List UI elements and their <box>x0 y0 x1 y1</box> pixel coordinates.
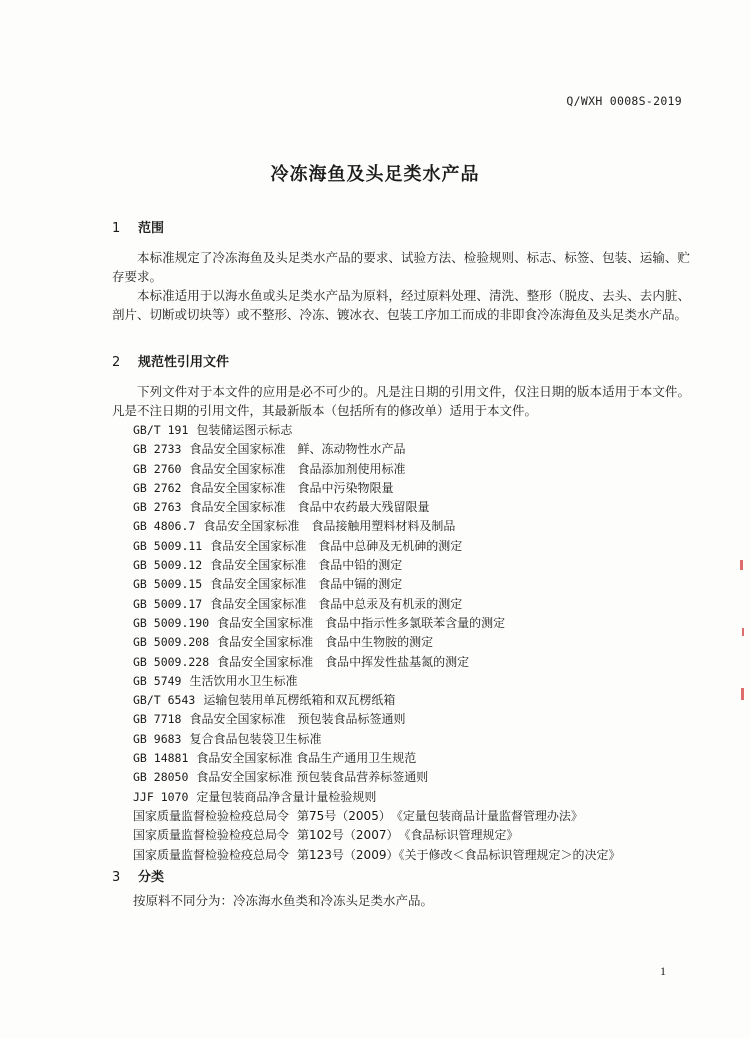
reference-title: 食品安全国家标准 食品生产通用卫生规范 <box>196 751 417 766</box>
reference-code: GB 4806.7 <box>133 519 196 534</box>
reference-item <box>133 807 693 826</box>
reference-item <box>133 614 693 633</box>
reference-item <box>133 768 693 787</box>
reference-title: 食品安全国家标准 预包装食品标签通则 <box>189 712 406 727</box>
reference-item <box>133 479 693 498</box>
document-title: 冷冻海鱼及头足类水产品 <box>270 164 480 185</box>
reference-item <box>133 440 693 459</box>
reference-title: 第102号（2007） 《食品标识管理规定》 <box>297 828 519 843</box>
reference-item <box>133 749 693 768</box>
scan-mark <box>742 628 744 636</box>
reference-code: GB 2762 <box>133 480 182 495</box>
reference-title: 定量包装商品净含量计量检验规则 <box>196 789 377 804</box>
scope-paragraph-2: 本标准适用于以海水鱼或头足类水产品为原料，经过原料处理、清洗、整形（脱皮、去头、去内脏、剖片、切断或切块等）或不整形、冷冻、镀冰衣、包装工序加工而成的非即食冷冻海鱼及头足类水产品。 <box>112 288 690 322</box>
reference-list <box>133 421 693 865</box>
reference-code: GB 2760 <box>133 461 182 476</box>
reference-title: 食品安全国家标准 食品中总砷及无机砷的测定 <box>210 538 463 553</box>
section-title: 分类 <box>138 870 165 885</box>
reference-item <box>133 517 693 536</box>
scope-paragraph-1: 本标准规定了冷冻海鱼及头足类水产品的要求、试验方法、检验规则、标志、标签、包装、运输、贮存要求。 <box>112 250 690 284</box>
section-title: 规范性引用文件 <box>138 355 230 370</box>
section-number: 1 <box>112 221 121 236</box>
reference-code: GB 9683 <box>133 731 182 746</box>
reference-title: 包装储运图示标志 <box>196 423 293 437</box>
classification-text: 按原料不同分为：冷冻海水鱼类和冷冻头足类水产品。 <box>133 893 434 908</box>
reference-code: GB 5009.11 <box>133 538 203 553</box>
section-number: 2 <box>112 355 121 370</box>
reference-title: 食品安全国家标准 食品中生物胺的测定 <box>217 635 434 650</box>
reference-title: 食品安全国家标准 食品接触用塑料材料及制品 <box>203 519 456 534</box>
reference-item <box>133 846 693 865</box>
reference-title: 食品安全国家标准 食品添加剂使用标准 <box>189 461 406 476</box>
reference-title: 食品安全国家标准 食品中指示性多氯联苯含量的测定 <box>217 615 506 630</box>
reference-code: GB 5009.17 <box>133 596 203 611</box>
reference-code: GB 5009.12 <box>133 558 203 573</box>
reference-title: 生活饮用水卫生标准 <box>189 673 298 688</box>
reference-code: GB 5009.228 <box>133 654 210 669</box>
scan-mark <box>741 688 744 700</box>
reference-item <box>133 633 693 652</box>
section-heading-scope <box>112 217 164 236</box>
reference-title: 复合食品包装袋卫生标准 <box>189 731 322 746</box>
reference-code: GB 14881 <box>133 751 189 766</box>
reference-code: JJF 1070 <box>133 789 189 804</box>
reference-title: 食品安全国家标准 食品中挥发性盐基氮的测定 <box>217 654 470 669</box>
reference-code: GB 5009.15 <box>133 577 203 592</box>
reference-code: GB/T 191 <box>133 423 189 437</box>
reference-item <box>133 537 693 556</box>
page-number: 1 <box>660 964 666 978</box>
reference-item <box>133 826 693 845</box>
reference-item <box>133 710 693 729</box>
document-code: Q/WXH 0008S-2019 <box>566 94 682 108</box>
section-title: 范围 <box>138 221 165 236</box>
reference-code: GB 2733 <box>133 442 182 457</box>
reference-title: 食品安全国家标准 预包装食品营养标签通则 <box>196 770 429 785</box>
reference-item <box>133 730 693 749</box>
reference-item <box>133 691 693 710</box>
reference-title: 食品安全国家标准 食品中农药最大残留限量 <box>189 500 430 515</box>
references-intro: 下列文件对于本文件的应用是必不可少的。凡是注日期的引用文件，仅注日期的版本适用于本文件。凡是不注日期的引用文件，其最新版本（包括所有的修改单）适用于本文件。 <box>112 384 690 418</box>
section-heading-references <box>112 351 229 370</box>
reference-code: GB 7718 <box>133 712 182 727</box>
reference-item <box>133 595 693 614</box>
reference-title: 食品安全国家标准 食品中镉的测定 <box>210 577 403 592</box>
reference-code: GB 5009.208 <box>133 635 210 650</box>
reference-title: 第123号（2009）《关于修改＜食品标识管理规定＞的决定》 <box>297 847 621 862</box>
reference-item <box>133 653 693 672</box>
reference-item <box>133 556 693 575</box>
reference-code: 国家质量监督检验检疫总局令 <box>133 808 290 823</box>
reference-code: 国家质量监督检验检疫总局令 <box>133 847 290 862</box>
reference-title: 食品安全国家标准 食品中污染物限量 <box>189 480 394 495</box>
reference-title: 食品安全国家标准 食品中总汞及有机汞的测定 <box>210 596 463 611</box>
reference-code: GB 5009.190 <box>133 615 210 630</box>
reference-item <box>133 421 693 440</box>
reference-item <box>133 788 693 807</box>
reference-code: GB 2763 <box>133 500 182 515</box>
reference-code: GB 5749 <box>133 673 182 688</box>
reference-title: 食品安全国家标准 鲜、冻动物性水产品 <box>189 442 406 457</box>
reference-code: 国家质量监督检验检疫总局令 <box>133 828 290 843</box>
section-number: 3 <box>112 870 121 885</box>
reference-title: 运输包装用单瓦楞纸箱和双瓦楞纸箱 <box>203 693 396 708</box>
reference-title: 第75号（2005） 《定量包装商品计量监督管理办法》 <box>297 808 583 823</box>
reference-item <box>133 460 693 479</box>
section-heading-classification <box>112 866 164 885</box>
scan-mark <box>740 560 743 570</box>
reference-item <box>133 498 693 517</box>
reference-code: GB 28050 <box>133 770 189 785</box>
reference-title: 食品安全国家标准 食品中铅的测定 <box>210 558 403 573</box>
reference-item <box>133 672 693 691</box>
reference-code: GB/T 6543 <box>133 693 196 708</box>
reference-item <box>133 575 693 594</box>
